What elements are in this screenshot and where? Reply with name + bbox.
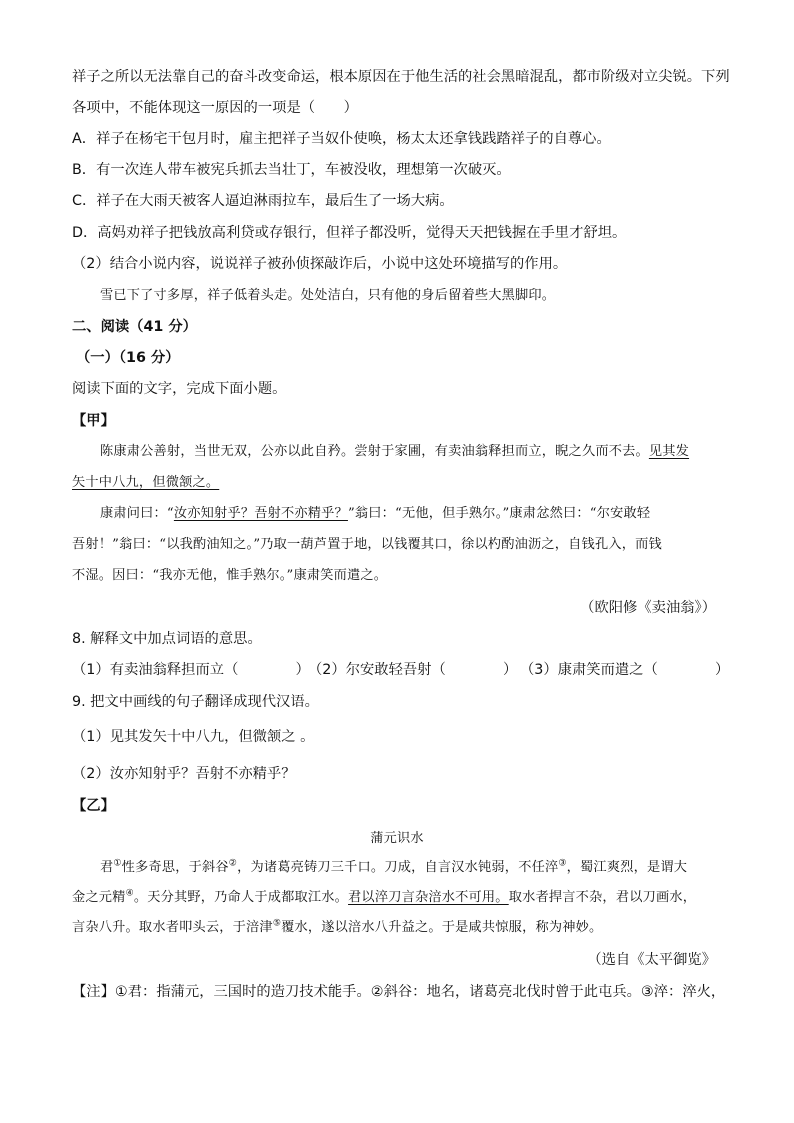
footnote-mark: ④ xyxy=(125,888,134,899)
yi-text: 君 xyxy=(100,860,114,875)
q7-option-b: B．有一次连人带车被宪兵抓去当壮丁，车被没收，理想第一次破灭。 xyxy=(72,162,511,178)
yi-text: 言杂八升。取水者叩头云，于涪津 xyxy=(72,920,273,935)
q7-option-a: A．祥子在杨宅干包月时，雇主把祥子当奴仆使唤，杨太太还拿钱践踏祥子的自尊心。 xyxy=(72,131,611,147)
q7-stem-line1: 祥子之所以无法靠自己的奋斗改变命运，根本原因在于他生活的社会黑暗混乱，都市阶级对立尖锐。下列 xyxy=(72,69,730,85)
q9-sentence-2: （2）汝亦知射乎？吾射不亦精乎？ xyxy=(72,766,296,782)
yi-text: 。天分其野，乃命人于成都取江水。 xyxy=(133,890,349,905)
yi-text: ，蜀江爽烈，是谓大 xyxy=(566,860,688,875)
yi-line1 xyxy=(100,858,687,878)
yi-line3 xyxy=(72,918,602,938)
jia-para2-line1 xyxy=(100,504,650,524)
yi-text: ，为诸葛亮铸刀三千口。刀成，自言汉水钝弱，不任淬 xyxy=(237,860,559,875)
yi-line2 xyxy=(72,888,696,908)
jia-para2-line3: 不湿。因曰：“我亦无他，惟手熟尔。”康肃笑而遣之。 xyxy=(72,568,388,583)
underlined-sentence: 汝亦知射乎？吾射不亦精乎？ xyxy=(173,506,348,521)
yi-label: 【乙】 xyxy=(72,798,115,814)
yi-text: 覆水，遂以涪水八升益之。于是咸共惊服，称为神妙。 xyxy=(281,920,603,935)
jia-para1-line1 xyxy=(100,442,689,462)
jia-source: （欧阳修《卖油翁》） xyxy=(580,600,716,616)
jia-text: ”翁曰：“无他，但手熟尔。”康肃忿然曰：“尔安敢轻 xyxy=(347,506,651,521)
part-title: （一）（16 分） xyxy=(76,350,180,366)
jia-text: 康肃问曰：“ xyxy=(100,506,174,521)
q9-sentence-1: （1）见其发矢十中八九，但微颔之 。 xyxy=(72,729,315,745)
jia-para1-line2 xyxy=(72,473,219,493)
q8-item-2: （2）尔安敢轻吾射（ ） xyxy=(308,662,518,678)
yi-text: 取水者捍言不杂，君以刀画水， xyxy=(508,890,697,905)
q7-sub-question-2: （2）结合小说内容，说说祥子被孙侦探敲诈后，小说中这处环境描写的作用。 xyxy=(72,256,568,272)
underlined-sentence: 君以淬刀言杂涪水不可用。 xyxy=(348,890,509,905)
footnote-mark: ① xyxy=(113,858,122,869)
yi-text: 性多奇思，于斜谷 xyxy=(121,860,229,875)
yi-title: 蒲元识水 xyxy=(370,831,424,846)
footnote-mark: ② xyxy=(228,858,238,869)
yi-source: （选自《太平御览》 xyxy=(587,952,716,968)
q8-title: 8. 解释文中加点词语的意思。 xyxy=(72,631,262,647)
footnote-mark: ③ xyxy=(558,858,567,869)
section-title: 二、阅读（41 分） xyxy=(72,319,197,335)
q8-item-3: （3）康肃笑而遣之（ ） xyxy=(520,662,730,678)
yi-note: 【注】①君：指蒲元，三国时的造刀技术能手。②斜谷：地名，诸葛亮北伐时曾于此屯兵。③淬：淬火， xyxy=(72,984,726,1000)
jia-text: 陈康肃公善射，当世无双，公亦以此自矜。尝射于家圃，有卖油翁释担而立，睨之久而不去。 xyxy=(100,444,649,459)
q7-option-d: D．高妈劝祥子把钱放高利贷或存银行，但祥子都没听，觉得天天把钱握在手里才舒坦。 xyxy=(72,225,627,241)
q9-title: 9. 把文中画线的句子翻译成现代汉语。 xyxy=(72,694,319,710)
q8-item-1: （1）有卖油翁释担而立（ ） xyxy=(72,662,310,678)
q7-option-c: C．祥子在大雨天被客人逼迫淋雨拉车，最后生了一场大病。 xyxy=(72,193,454,209)
underlined-sentence: 矢十中八九，但微颔之。 xyxy=(72,475,220,490)
underlined-sentence: 见其发 xyxy=(648,444,690,459)
jia-para2-line2: 吾射！”翁曰：“以我酌油知之。”乃取一葫芦置于地，以钱覆其口，徐以杓酌油沥之，自钱孔入，而钱 xyxy=(72,537,662,552)
footnote-mark: ⑤ xyxy=(272,918,282,929)
yi-text: 金之元精 xyxy=(72,890,126,905)
jia-label: 【甲】 xyxy=(72,413,115,429)
q7-stem-line2: 各项中，不能体现这一原因的一项是（ ） xyxy=(72,100,358,116)
q7-quote: 雪已下了寸多厚，祥子低着头走。处处洁白，只有他的身后留着些大黑脚印。 xyxy=(100,288,556,303)
instruction: 阅读下面的文字，完成下面小题。 xyxy=(72,381,287,397)
